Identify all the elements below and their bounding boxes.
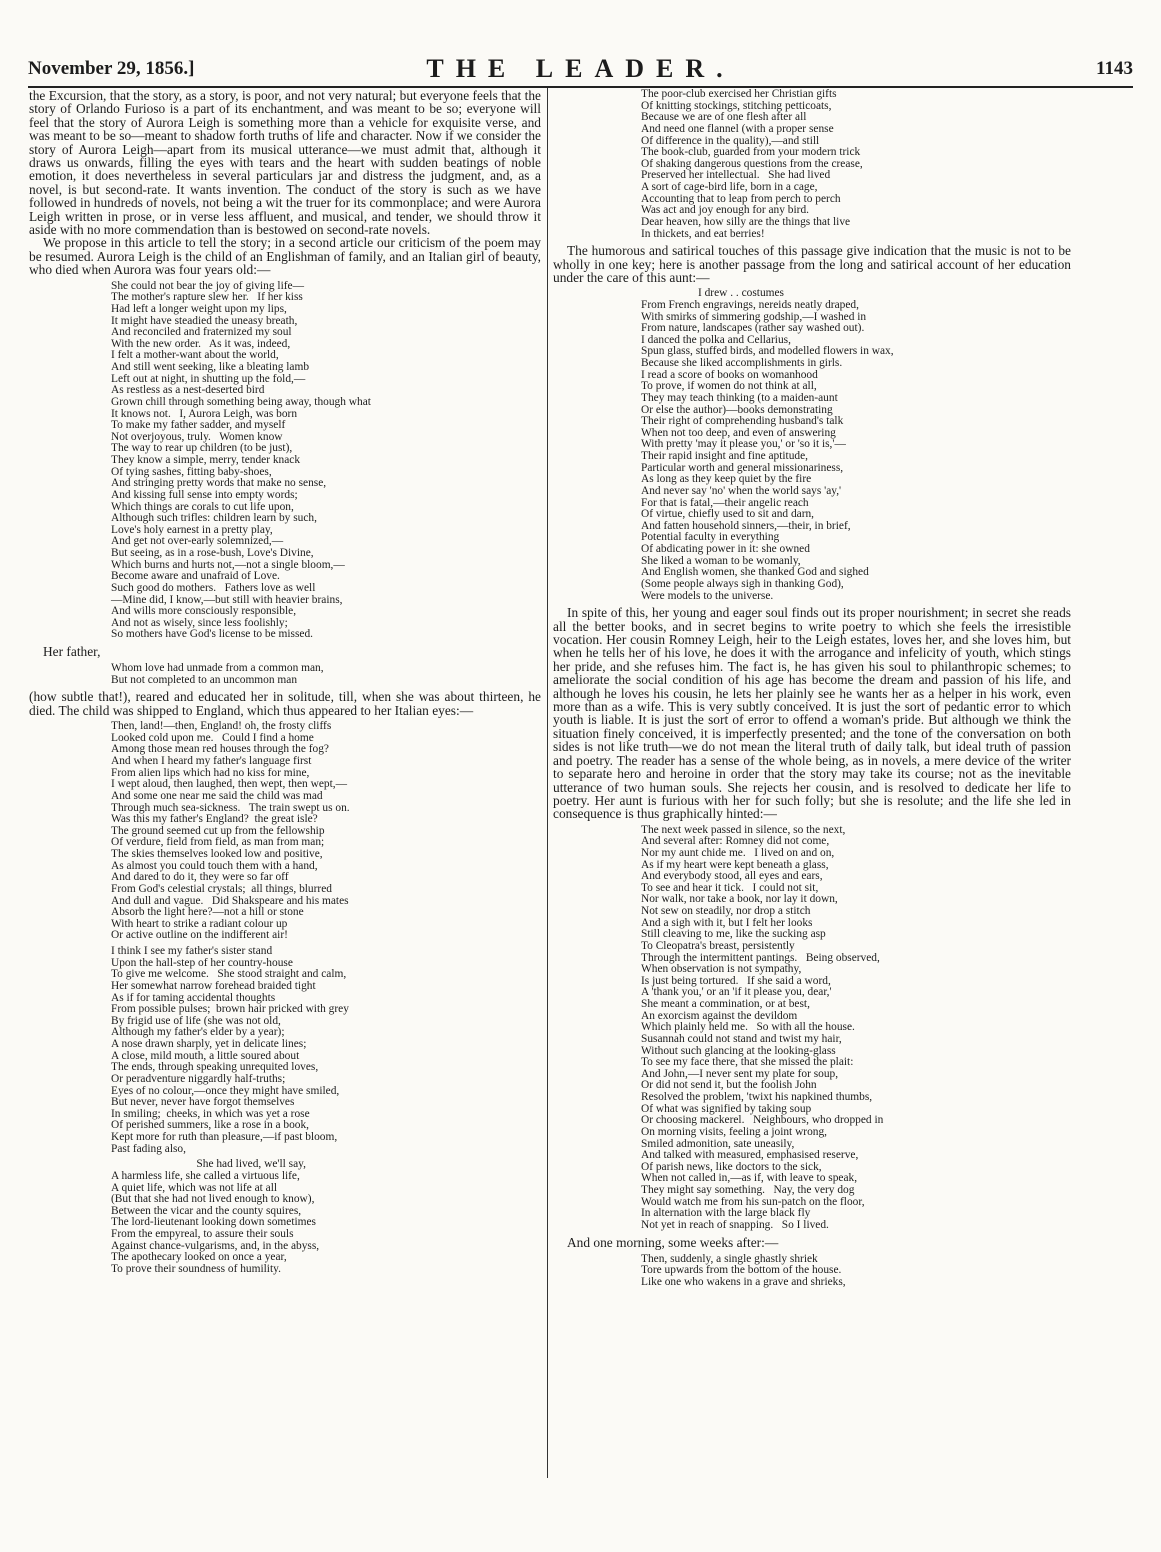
paragraph: We propose in this article to tell the story; in a second article our criticism of the poem may be resumed. Aurora Leigh is the child of an Englishman of family, and an Italian girl of beauty, who died when Aurora was four years old:—: [29, 235, 541, 278]
verse-quote: Whom love had unmade from a common man, But not completed to an uncommon man: [111, 662, 324, 686]
page-header: [28, 52, 1133, 88]
paragraph: The humorous and satirical touches of this passage give indication that the music is not to be wholly in one key; here is another passage from the long and satirical account of her education under the care of this aunt:—: [553, 243, 1071, 285]
paragraph: (how subtle that!), reared and educated her in solitude, till, when she was about thirteen, he died. The child was shipped to England, which thus appeared to her Italian eyes:—: [29, 689, 541, 718]
left-column: [29, 89, 541, 1481]
verse-quote: The next week passed in silence, so the next, And several after: Romney did not come, Nor my aunt chide me. I lived on and on, As if my heart were kept beneath a glass, And everybody stood, all eyes and ears, To see and hear it tick. I could not sit, Nor walk, nor take a book, nor lay it down, Not sew on steadily, nor drop a stitch And a sigh with it, but I felt her looks Still cleaving to me, like the sucking asp To Cleopatra's breast, persistently Through the intermittent pantings. Being observed, When observation is not sympathy, Is just being tortured. If she said a word, A 'thank you,' or an 'if it please you, dear,' She meant a commination, or at best, An exorcism against the devildom Which plainly held me. So with all the house. Susannah could not stand and twist my hair, Without such glancing at the looking-glass To see my face there, that she missed the plait: And John,—I never sent my plate for soup, Or did not send it, but the foolish John Resolved the problem, 'twixt his napkined thumbs, Of what was signified by taking soup Or choosing mackerel. Neighbours, who dropped in On morning visits, feeling a joint wrong, Smiled admonition, sate uneasily, And talked with measured, emphasised reserve, Of parish news, like doctors to the sick, When not called in,—as if, with leave to speak, They might say something. Nay, the very dog Would watch me from his sun-patch on the floor, In alternation with the large black fly Not yet in reach of snapping. So I lived.: [641, 823, 884, 1231]
paragraph: In spite of this, her young and eager soul finds out its proper nourishment; in secret she reads all the better books, and in secret begins to write poetry to which she feels the irresistible vocation. Her cousin Romney Leigh, heir to the Leigh estates, loves her, and she loves him, but when he tells her of his love, he does it with the arrogance and infelicity of youth, which stings her pride, and she refuses him. The fact is, he has given his soul to philanthropic schemes; to ameliorate the social condition of his age has become the dream and passion of his life, and although he loves his cousin, he lets her plainly see he wants her as a helper in his work, even more than as a wife. This is very subtly conceived. It is just the sort of pedantic error to which youth is liable. It is just the sort of error to offend a woman's pride. But although we think the situation finely conceived, it is imperfectly presented; and the tone of the conversation on both sides is not like truth—we do not mean the literal truth of daily talk, but ideal truth of passion and poetry. The reader has a sense of the whole being, as in novels, a mere device of the writer to separate hero and heroine in order that the story may take its course; not as the inevitable utterance of two human souls. She rejects her cousin, and is resolved to dedicate her life to poetry. Her aunt is furious with her for such folly; but she is resolute; and the life she led in consequence is thus graphically hinted:—: [553, 605, 1071, 822]
verse-quote: Then, land!—then, England! oh, the frosty cliffs Looked cold upon me. Could I find a home Among those mean red houses through the fog? And when I heard my father's language first From alien lips which had no kiss for mine, I wept aloud, then laughed, then wept, then wept,— And some one near me said the child was mad Through much sea-sickness. The train swept us on. Was this my father's England? the great isle? The ground seemed cut up from the fellowship Of verdure, field from field, as man from man; The skies themselves looked low and positive, As almost you could touch them with a hand, And dared to do it, they were so far off From God's celestial crystals; all things, blurred And dull and vague. Did Shakspeare and his mates Absorb the light here?—not a hill or stone With heart to strike a radiant colour up Or active outline on the indifferent air!: [111, 720, 350, 942]
verse-quote: Then, suddenly, a single ghastly shriek Tore upwards from the bottom of the house. Like one who wakens in a grave and shrieks,: [641, 1252, 846, 1288]
paragraph: Her father,: [43, 644, 101, 660]
verse-quote: The poor-club exercised her Christian gifts Of knitting stockings, stitching petticoats, Because we are of one flesh after all And need one flannel (with a proper sense Of difference in the quality),—and still The book-club, guarded from your modern trick Of shaking dangerous questions from the crease, Preserved her intellectual. She had lived A sort of cage-bird life, born in a cage, Accounting that to leap from perch to perch Was act and joy enough for any bird. Dear heaven, how silly are the things that live In thickets, and eat berries!: [641, 89, 863, 240]
paragraph: And one morning, some weeks after:—: [567, 1234, 779, 1250]
verse-quote: She had lived, we'll say, A harmless life, she called a virtuous life, A quiet life, which was not life at all (But that she had not lived enough to know), Between the vicar and the county squires, The lord-lieutenant looking down sometimes From the empyreal, to assure their souls Against chance-vulgarisms, and, in the abyss, The apothecary looked on once a year, To prove their soundness of humility.: [111, 1158, 320, 1275]
paragraph: the Excursion, that the story, as a story, is poor, and not very natural; but everyone feels that the story of Orlando Furioso is a part of its enchantment, and was meant to be so; everyone will feel that the story of Aurora Leigh is something more than a vehicle for exquisite verse, and was meant to be so—meant to shadow forth truths of life and character. Now if we consider the story of Aurora Leigh—apart from its musical utterance—we must admit that, although it draws us onwards, filling the eyes with tears and the heart with sudden beatings of noble emotion, it does nevertheless in several particulars jar and distress the judgment, and, as a novel, is but second-rate. It wants invention. The conduct of the story is such as we have followed in hundreds of novels, not being a wit the truer for its commonplace; and were Aurora Leigh written in prose, or in verse less affluent, and musical, and tender, we should throw it aside with no more commendation than is bestowed on second-rate novels.: [29, 89, 541, 238]
issue-date: November 29, 1856.]: [28, 58, 195, 79]
page-number: 1143: [1096, 58, 1133, 79]
verse-quote: She could not bear the joy of giving life— The mother's rapture slew her. If her kiss Had left a longer weight upon my lips, It might have steadied the uneasy breath, And reconciled and fraternized my soul With the new order. As it was, indeed, I felt a mother-want about the world, And still went seeking, like a bleating lamb Left out at night, in shutting up the fold,— As restless as a nest-deserted bird Grown chill through something being away, though what It knows not. I, Aurora Leigh, was born To make my father sadder, and myself Not overjoyous, truly. Women know The way to rear up children (to be just), They know a simple, merry, tender knack Of tying sashes, fitting baby-shoes, And stringing pretty words that make no sense, And kissing full sense into empty words; Which things are corals to cut life upon, Although such trifles: children learn by such, Love's holy earnest in a pretty play, And get not over-early solemnized,— But seeing, as in a rose-bush, Love's Divine, Which burns and hurts not,—not a single bloom,— Become aware and unafraid of Love. Such good do mothers. Fathers love as well —Mine did, I know,—but still with heavier brains, And wills more consciously responsible, And not as wisely, since less foolishly; So mothers have God's license to be missed.: [111, 279, 371, 641]
column-divider: [547, 88, 548, 1478]
right-column: [553, 89, 1071, 1449]
verse-quote: I think I see my father's sister stand Upon the hall-step of her country-house To give me welcome. She stood straight and calm, Her somewhat narrow forehead braided tight As if for taming accidental thoughts From possible pulses; brown hair pricked with grey By frigid use of life (she was not old, Although my father's elder by a year); A nose drawn sharply, yet in delicate lines; A close, mild mouth, a little soured about The ends, through speaking unrequited loves, Or peradventure niggardly half-truths; Eyes of no colour,—once they might have smiled, But never, never have forgot themselves In smiling; cheeks, in which was yet a rose Of perished summers, like a rose in a book, Kept more for ruth than pleasure,—if past bloom, Past fading also,: [111, 945, 349, 1155]
verse-quote: I drew . . costumes From French engravings, nereids neatly draped, With smirks of simmering godship,—I washed in From nature, landscapes (rather say washed out). I danced the polka and Cellarius, Spun glass, stuffed birds, and modelled flowers in wax, Because she liked accomplishments in girls. I read a score of books on womanhood To prove, if women do not think at all, They may teach thinking (to a maiden-aunt Or else the author)—books demonstrating Their right of comprehending husband's talk When not too deep, and even of answering With pretty 'may it please you,' or 'so it is,'— Their rapid insight and fine aptitude, Particular worth and general missionariness, As long as they keep quiet by the fire And never say 'no' when the world says 'ay,' For that is fatal,—their angelic reach Of virtue, chiefly used to sit and darn, And fatten household sinners,—their, in brief, Potential faculty in everything Of abdicating power in it: she owned She liked a woman to be womanly, And English women, she thanked God and sighed (Some people always sigh in thanking God), Were models to the universe.: [641, 287, 894, 602]
newspaper-title: THE LEADER.: [426, 54, 735, 83]
